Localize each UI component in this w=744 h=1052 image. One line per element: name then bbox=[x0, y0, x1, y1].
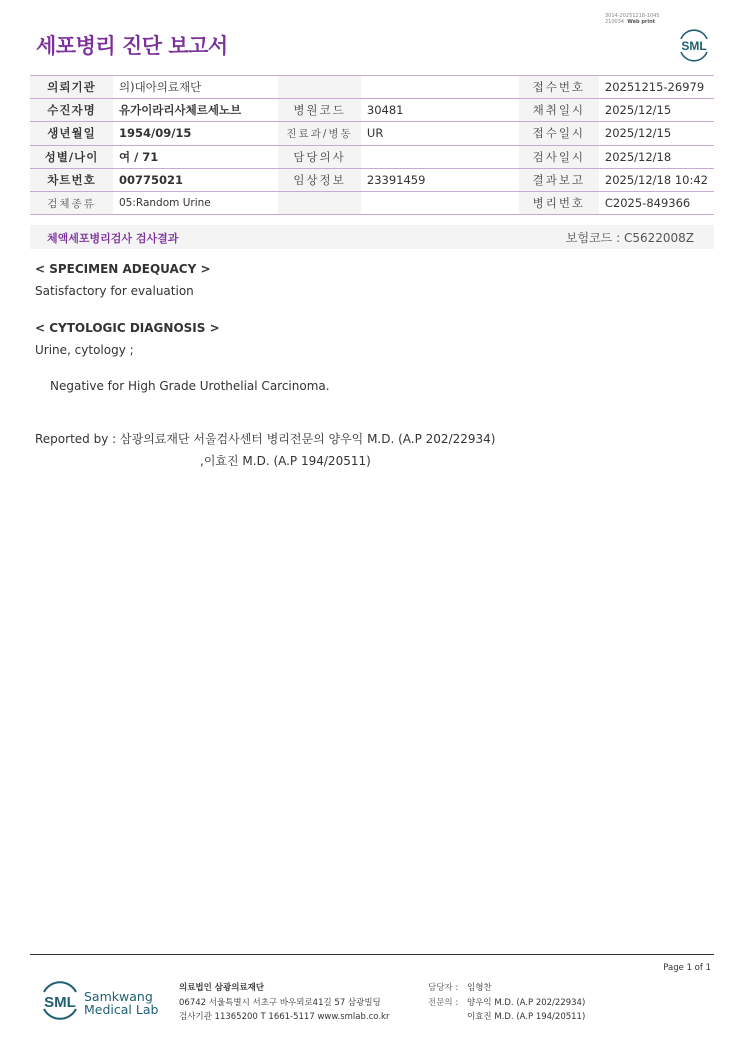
value-exam-date: 2025/12/18 bbox=[599, 145, 714, 168]
staff-label: 담당자 : bbox=[428, 983, 459, 993]
org-name: 의료법인 삼광의료재단 bbox=[179, 983, 265, 993]
label-requesting-org: 의뢰기관 bbox=[30, 76, 113, 99]
staff-name: 임형찬 bbox=[467, 983, 492, 993]
table-row bbox=[30, 145, 714, 168]
value-specimen-type: 05:Random Urine bbox=[113, 191, 278, 214]
label-doctor: 담당의사 bbox=[278, 145, 361, 168]
print-meta bbox=[605, 13, 660, 25]
label-birth-date: 생년월일 bbox=[30, 122, 113, 145]
adequacy-header: < SPECIMEN ADEQUACY > bbox=[35, 262, 211, 276]
value-clinical-info: 23391459 bbox=[361, 168, 519, 191]
value-hospital-code: 30481 bbox=[361, 99, 519, 122]
web-print-label: Web print bbox=[627, 19, 656, 25]
diagnosis-text: Negative for High Grade Urothelial Carcinoma. bbox=[50, 379, 330, 393]
table-row bbox=[30, 99, 714, 122]
brand-line1: Samkwang bbox=[84, 989, 153, 1004]
footer-divider bbox=[30, 954, 714, 955]
table-row bbox=[30, 76, 714, 99]
table-row bbox=[30, 168, 714, 191]
result-section-bar bbox=[30, 225, 714, 249]
value-accession-no: 20251215-26979 bbox=[599, 76, 714, 99]
label-collection-date: 채취일시 bbox=[519, 99, 599, 122]
value-result-report: 2025/12/18 10:42 bbox=[599, 168, 714, 191]
value-receipt-date: 2025/12/15 bbox=[599, 122, 714, 145]
adequacy-text: Satisfactory for evaluation bbox=[35, 284, 194, 298]
value-department: UR bbox=[361, 122, 519, 145]
label-chart-no: 차트번호 bbox=[30, 168, 113, 191]
table-row bbox=[30, 122, 714, 145]
specialist-label: 전문의 : bbox=[428, 997, 459, 1008]
label-exam-date: 검사일시 bbox=[519, 145, 599, 168]
table-row bbox=[30, 191, 714, 214]
label-sex-age: 성별/나이 bbox=[30, 145, 113, 168]
print-meta-line2: 210034 bbox=[605, 19, 625, 25]
specialist-1: 양우익 M.D. (A.P 202/22934) bbox=[467, 997, 586, 1008]
value-chart-no: 00775021 bbox=[113, 168, 278, 191]
reported-by-second: ,이효진 M.D. (A.P 194/20511) bbox=[200, 454, 371, 468]
brand-name bbox=[84, 990, 158, 1016]
sml-logo-text: SML bbox=[44, 994, 76, 1011]
value-collection-date: 2025/12/15 bbox=[599, 99, 714, 122]
label-receipt-date: 접수일시 bbox=[519, 122, 599, 145]
footer-staff-info bbox=[428, 981, 585, 1025]
reported-by: Reported by : 삼광의료재단 서울검사센터 병리전문의 양우익 M.D. (A.P 202/22934) bbox=[35, 432, 496, 446]
sml-logo-icon bbox=[676, 27, 712, 63]
footer-org-info bbox=[179, 981, 389, 1025]
value-doctor bbox=[361, 145, 519, 168]
sml-logo-icon bbox=[38, 978, 82, 1024]
label-empty bbox=[278, 191, 361, 214]
value-empty bbox=[361, 76, 519, 99]
diagnosis-header: < CYTOLOGIC DIAGNOSIS > bbox=[35, 321, 220, 335]
brand-line2: Medical Lab bbox=[84, 1002, 159, 1017]
label-result-report: 결과보고 bbox=[519, 168, 599, 191]
value-empty bbox=[361, 191, 519, 214]
label-accession-no: 접수번호 bbox=[519, 76, 599, 99]
label-empty bbox=[278, 76, 361, 99]
insurance-code: 보험코드 : C5622008Z bbox=[565, 231, 694, 245]
org-address: 06742 서울특별시 서초구 바우뫼로41길 57 삼광빌딩 bbox=[179, 997, 381, 1008]
specialist-2: 이효진 M.D. (A.P 194/20511) bbox=[467, 1012, 586, 1022]
value-pathology-no: C2025-849366 bbox=[599, 191, 714, 214]
value-patient-name: 유가이라리사체르세노브 bbox=[113, 99, 278, 122]
section-title: 체액세포병리검사 검사결과 bbox=[47, 232, 179, 245]
org-contact: 검사기관 11365200 T 1661-5117 www.smlab.co.kr bbox=[179, 1012, 390, 1022]
value-sex-age: 여 / 71 bbox=[113, 145, 278, 168]
value-requesting-org: 의)대아의료재단 bbox=[113, 76, 278, 99]
label-specimen-type: 검체종류 bbox=[30, 191, 113, 214]
label-pathology-no: 병리번호 bbox=[519, 191, 599, 214]
label-patient-name: 수진자명 bbox=[30, 99, 113, 122]
patient-info-table bbox=[30, 75, 714, 215]
page-number: Page 1 of 1 bbox=[663, 963, 711, 973]
diagnosis-site: Urine, cytology ; bbox=[35, 343, 134, 357]
page-title: 세포병리 진단 보고서 bbox=[36, 34, 228, 58]
label-clinical-info: 임상정보 bbox=[278, 168, 361, 191]
label-hospital-code: 병원코드 bbox=[278, 99, 361, 122]
print-meta-line1: 3014-20251218-1045 bbox=[605, 13, 660, 19]
sml-logo-text: SML bbox=[681, 39, 707, 53]
value-birth-date: 1954/09/15 bbox=[113, 122, 278, 145]
label-department: 진료과/병동 bbox=[278, 122, 361, 145]
